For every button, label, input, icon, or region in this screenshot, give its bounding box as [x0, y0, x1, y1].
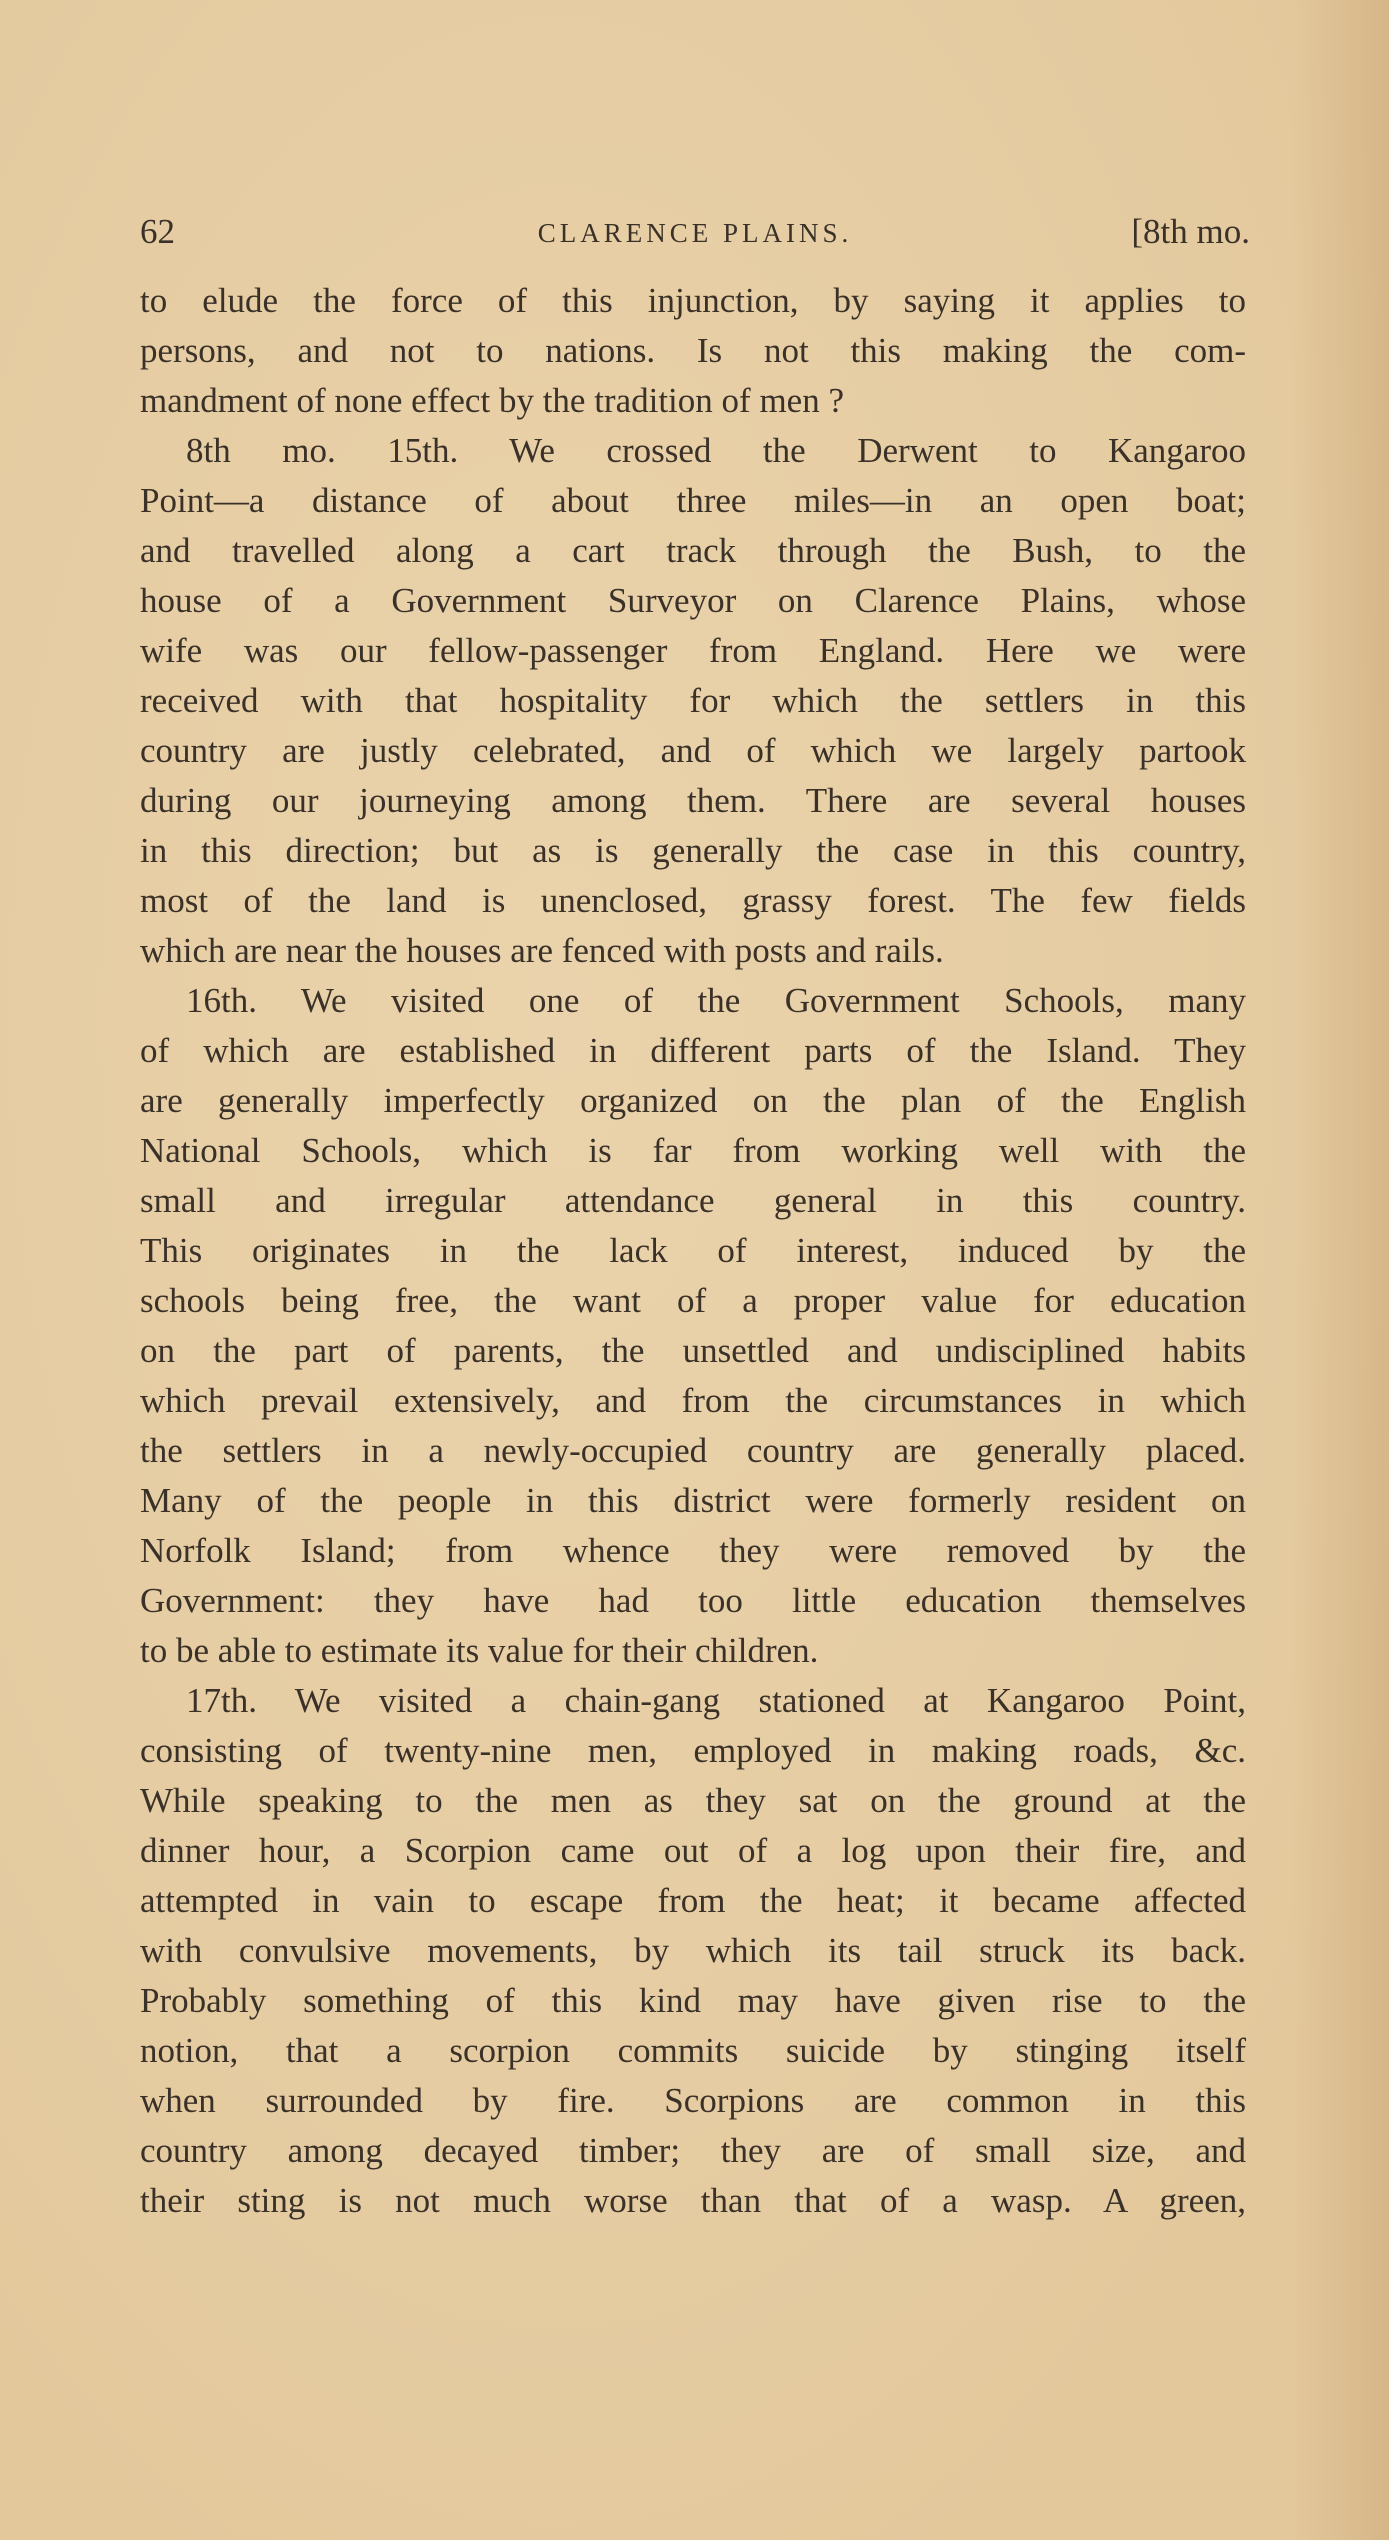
text-line: which are near the houses are fenced with posts and rails. — [140, 931, 944, 970]
text-line: of which are established in different parts of the Island. They — [140, 1031, 1246, 1070]
text-line: notion, that a scorpion commits suicide by stinging itself — [140, 2031, 1246, 2070]
text-line: Probably something of this kind may have given rise to the — [140, 1981, 1246, 2020]
text-line: received with that hospitality for which the settlers in this — [140, 681, 1246, 720]
text-line: National Schools, which is far from working well with the — [140, 1131, 1246, 1170]
text-line: While speaking to the men as they sat on the ground at the — [140, 1781, 1246, 1820]
text-line: when surrounded by fire. Scorpions are common in this — [140, 2081, 1246, 2120]
text-line: most of the land is unenclosed, grassy forest. The few fields — [140, 881, 1246, 920]
text-line: country are justly celebrated, and of which we largely partook — [140, 731, 1246, 770]
running-title: CLARENCE PLAINS. — [537, 218, 853, 248]
text-line: are generally imperfectly organized on the plan of the English — [140, 1081, 1246, 1120]
text-line: schools being free, the want of a proper value for education — [140, 1281, 1246, 1320]
text-line: to be able to estimate its value for their children. — [140, 1631, 819, 1670]
text-line: small and irregular attendance general in this country. — [140, 1181, 1246, 1220]
text-line: in this direction; but as is generally the case in this country, — [140, 831, 1246, 870]
text-line: wife was our fellow-passenger from England. Here we were — [140, 631, 1246, 670]
text-line: 17th. We visited a chain-gang stationed at Kangaroo Point, — [186, 1681, 1246, 1720]
text-line: house of a Government Surveyor on Clarence Plains, whose — [140, 581, 1246, 620]
page-number: 62 — [140, 212, 175, 251]
text-line: Many of the people in this district were formerly resident on — [140, 1481, 1246, 1520]
running-header — [140, 212, 1250, 262]
text-line: attempted in vain to escape from the heat; it became affected — [140, 1881, 1246, 1920]
text-line: persons, and not to nations. Is not this making the com- — [140, 331, 1246, 370]
text-line: dinner hour, a Scorpion came out of a log upon their fire, and — [140, 1831, 1246, 1870]
text-line: Government: they have had too little education themselves — [140, 1581, 1246, 1620]
text-line: with convulsive movements, by which its tail struck its back. — [140, 1931, 1246, 1970]
text-line: This originates in the lack of interest, induced by the — [140, 1231, 1246, 1270]
text-line: which prevail extensively, and from the circumstances in which — [140, 1381, 1246, 1420]
text-line: Point—a distance of about three miles—in an open boat; — [140, 481, 1246, 520]
text-line: to elude the force of this injunction, by saying it applies to — [140, 281, 1246, 320]
running-date: [8th mo. — [1131, 212, 1250, 251]
text-line: during our journeying among them. There are several houses — [140, 781, 1246, 820]
text-line: their sting is not much worse than that of a wasp. A green, — [140, 2181, 1246, 2220]
text-line: mandment of none effect by the tradition of men ? — [140, 381, 844, 420]
text-line: on the part of parents, the unsettled and undisciplined habits — [140, 1331, 1246, 1370]
text-line: Norfolk Island; from whence they were removed by the — [140, 1531, 1246, 1570]
body-text — [140, 276, 1246, 2226]
text-line: consisting of twenty-nine men, employed in making roads, &c. — [140, 1731, 1246, 1770]
text-line: 16th. We visited one of the Government Schools, many — [186, 981, 1246, 1020]
text-line: and travelled along a cart track through the Bush, to the — [140, 531, 1246, 570]
text-line: the settlers in a newly-occupied country are generally placed. — [140, 1431, 1246, 1470]
text-line: 8th mo. 15th. We crossed the Derwent to Kangaroo — [186, 431, 1246, 470]
text-line: country among decayed timber; they are of small size, and — [140, 2131, 1246, 2170]
